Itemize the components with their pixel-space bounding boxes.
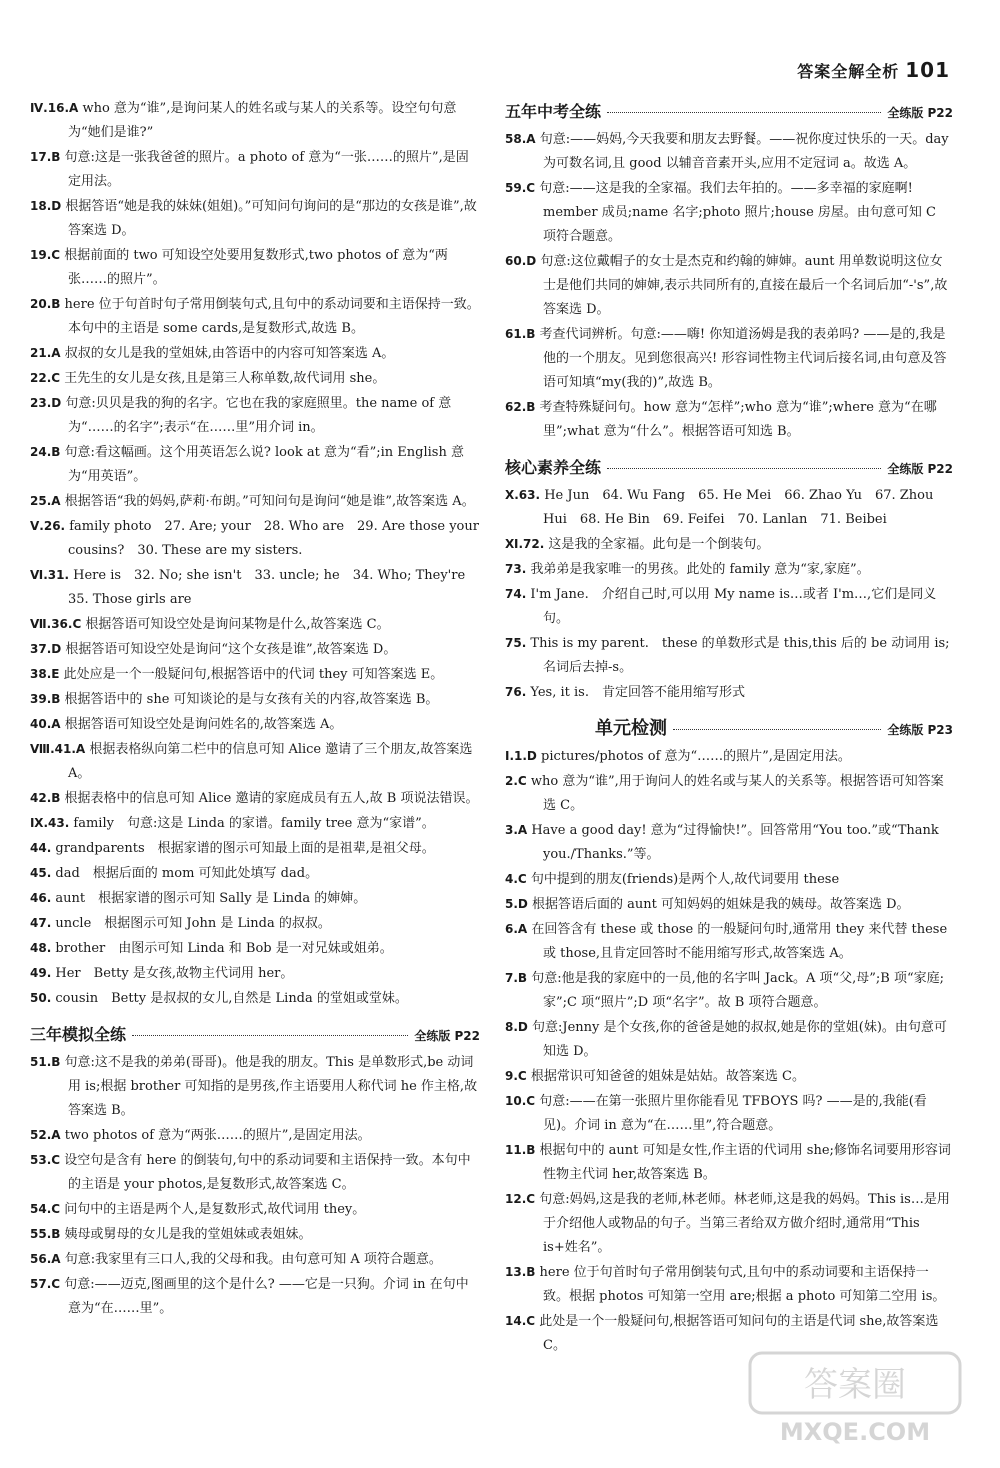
answer-list-five-year — [505, 127, 953, 444]
answer-label: 59.C — [505, 181, 536, 195]
answer-item — [505, 966, 953, 1015]
answer-label: Ⅸ.43. — [30, 816, 70, 830]
section-header-five-year — [505, 100, 953, 125]
answer-text: 句中提到的朋友(friends)是两个人,故代词要用 these — [530, 872, 840, 887]
section-header-core — [505, 456, 953, 481]
answer-item — [30, 145, 480, 194]
answer-label: 12.C — [505, 1192, 536, 1206]
answer-item — [505, 680, 953, 705]
answer-item — [505, 1187, 953, 1260]
watermark-logo — [740, 1348, 970, 1448]
answer-text: who 意为“谁”,用于询问人的姓名或与某人的关系等。根据答语可知答案选 C。 — [530, 774, 944, 813]
answer-label: Ⅷ.41.A — [30, 742, 86, 756]
answer-label: 55.B — [30, 1227, 61, 1241]
answer-item — [505, 483, 953, 532]
answer-label: 49. — [30, 966, 52, 980]
answer-item — [30, 1197, 480, 1222]
answer-text: 句意:贝贝是我的狗的名字。它也在我的家庭照里。the name of 意为“……的名字”;表示“在……里”用介词 in。 — [65, 396, 452, 435]
answer-label: 45. — [30, 866, 52, 880]
answer-label: 8.D — [505, 1020, 528, 1034]
answer-text: 根据常识可知爸爸的姐妹是姑姑。故答案选 C。 — [530, 1069, 805, 1084]
section-title: 单元检测 — [595, 718, 667, 739]
answer-text: uncle 根据图示可知 John 是 Linda 的叔叔。 — [55, 916, 331, 931]
answer-text: family 句意:这是 Linda 的家谱。family tree 意为“家谱”。 — [73, 816, 435, 831]
answer-text: 此处是一个一般疑问句,根据答语可知问句的主语是代词 she,故答案选 C。 — [539, 1314, 939, 1353]
answer-item — [505, 176, 953, 249]
answer-item — [30, 1272, 480, 1321]
answer-item — [30, 243, 480, 292]
answer-text: 句意:这是一张我爸爸的照片。a photo of 意为“一张……的照片”,是固定用法。 — [64, 150, 469, 189]
answer-label: 46. — [30, 891, 52, 905]
section-title: 五年中考全练 — [505, 102, 602, 121]
answer-text: 在回答含有 these 或 those 的一般疑问句时,通常用 they 来代替 these 或 those,且肯定回答时不能用缩写形式,故答案选 A。 — [531, 922, 948, 961]
answer-item — [30, 836, 480, 861]
answer-text: cousin Betty 是叔叔的女儿,自然是 Linda 的堂姐或堂妹。 — [55, 991, 408, 1006]
section-title: 三年模拟全练 — [30, 1025, 127, 1044]
dotted-leader — [132, 1035, 408, 1036]
answer-text: 根据答语后面的 aunt 可知妈妈的姐妹是我的姨母。故答案选 D。 — [532, 897, 910, 912]
answer-item — [505, 322, 953, 395]
answer-text: 句意:——迈克,图画里的这个是什么? ——它是一只狗。介词 in 在句中意为“在……里”。 — [64, 1277, 469, 1316]
answer-text: 句意:看这幅画。这个用英语怎么说? look at 意为“看”;in English 意为“用英语”。 — [64, 445, 464, 484]
answer-label: 53.C — [30, 1153, 61, 1167]
answer-item — [505, 917, 953, 966]
answer-item — [505, 127, 953, 176]
answer-item — [505, 867, 953, 892]
answer-label: 17.B — [30, 150, 61, 164]
watermark-glyph: 答案圈 — [804, 1365, 906, 1405]
answer-label: 25.A — [30, 494, 61, 508]
answer-text: here 位于句首时句子常用倒装句式,且句中的系动词要和主语保持一致。本句中的主语是 some cards,是复数形式,故选 B。 — [64, 297, 480, 336]
answer-label: 47. — [30, 916, 52, 930]
answer-item — [30, 911, 480, 936]
answer-label: 37.D — [30, 642, 62, 656]
answer-text: This is my parent. these 的单数形式是 this,this 后的 be 动词用 is;名词后去掉-s。 — [530, 636, 950, 675]
page-header — [797, 58, 950, 82]
answer-item — [30, 811, 480, 836]
section-ref: 全练版 P22 — [887, 106, 953, 120]
answer-label: 44. — [30, 841, 52, 855]
answer-item — [30, 391, 480, 440]
answer-label: 3.A — [505, 823, 528, 837]
answer-text: family photo 27. Are; your 28. Who are 29. Are those your cousins? 30. These are my sisters. — [68, 519, 479, 558]
answer-text: dad 根据后面的 mom 可知此处填写 dad。 — [55, 866, 319, 881]
answer-item — [30, 514, 480, 563]
answer-text: 句意:他是我的家庭中的一员,他的名字叫 Jack。A 项“父,母”;B 项“家庭;家”;C 项“照片”;D 项“名字”。故 B 项符合题意。 — [531, 971, 945, 1010]
answer-item — [30, 712, 480, 737]
answer-item — [30, 886, 480, 911]
answer-item — [30, 194, 480, 243]
answer-item — [30, 737, 480, 786]
answer-text: 根据句中的 aunt 可知是女性,作主语的代词用 she;修饰名词要用形容词性物主代词 her,故答案选 B。 — [539, 1143, 951, 1182]
dotted-leader — [673, 729, 881, 730]
answer-text: 根据答语“我的妈妈,萨莉·布朗。”可知问句是询问“她是谁”,故答案选 A。 — [64, 494, 475, 509]
answer-item — [30, 986, 480, 1011]
answer-text: Yes, it is. 肯定回答不能用缩写形式 — [530, 685, 745, 700]
answer-item — [505, 1138, 953, 1187]
answer-text: He Jun 64. Wu Fang 65. He Mei 66. Zhao Yu 67. Zhou Hui 68. He Bin 69. Feifei 70. Lanlan 71. Beibei — [543, 488, 934, 527]
answer-text: 句意:这不是我的弟弟(哥哥)。他是我的朋友。This 是单数形式,be 动词用 is;根据 brother 可知指的是男孩,作主语要用人称代词 he 作主格,故答案选 B。 — [64, 1055, 478, 1118]
answer-label: 11.B — [505, 1143, 536, 1157]
answer-item — [505, 1089, 953, 1138]
answer-item — [30, 341, 480, 366]
answer-text: 句意:——妈妈,今天我要和朋友去野餐。——祝你度过快乐的一天。day 为可数名词,且 good 以辅音音素开头,应用不定冠词 a。故选 A。 — [539, 132, 949, 171]
answer-item — [505, 557, 953, 582]
answer-item — [30, 1123, 480, 1148]
answer-label: 75. — [505, 636, 527, 650]
answer-item — [505, 249, 953, 322]
answer-label: 10.C — [505, 1094, 536, 1108]
answer-text: 根据表格中的信息可知 Alice 邀请的家庭成员有五人,故 B 项说法错误。 — [64, 791, 479, 806]
answer-label: 4.C — [505, 872, 527, 886]
answer-text: two photos of 意为“两张……的照片”,是固定用法。 — [64, 1128, 371, 1143]
answer-item — [30, 936, 480, 961]
answer-label: 23.D — [30, 396, 62, 410]
answer-item — [505, 582, 953, 631]
answer-label: Ⅰ.1.D — [505, 749, 537, 763]
answer-item — [30, 861, 480, 886]
answer-text: 根据答语“她是我的妹妹(姐姐)。”可知问句询问的是“那边的女孩是谁”,故答案选 D。 — [65, 199, 477, 238]
answer-text: 考查代词辨析。句意:——嗨! 你知道汤姆是我的表弟吗? ——是的,我是他的一个朋友。见到您很高兴! 形容词性物主代词后接名词,由句意及答语可知填“my(我的)”,故选 B。 — [539, 327, 947, 390]
answer-item — [30, 662, 480, 687]
answer-text: 句意:这位戴帽子的女士是杰克和约翰的婶婶。aunt 用单数说明这位女士是他们共同的婶婶,表示共同所有的,直接在最后一个名词后加“-'s”,故答案选 D。 — [540, 254, 948, 317]
answer-label: Ⅺ.72. — [505, 537, 545, 551]
answer-label: 48. — [30, 941, 52, 955]
answer-text: Have a good day! 意为“过得愉快!”。回答常用“You too.”或“Thank you./Thanks.”等。 — [531, 823, 939, 862]
dotted-leader — [607, 112, 881, 113]
answer-label: 7.B — [505, 971, 528, 985]
answer-item — [505, 1260, 953, 1309]
dotted-leader — [607, 468, 881, 469]
answer-text: 句意:Jenny 是个女孩,你的爸爸是她的叔叔,她是你的堂姐(妹)。由句意可知选 D。 — [532, 1020, 947, 1059]
answer-item — [30, 961, 480, 986]
answer-item — [505, 532, 953, 557]
answer-item — [30, 637, 480, 662]
answer-label: 9.C — [505, 1069, 527, 1083]
answer-label: 54.C — [30, 1202, 61, 1216]
answer-text: 这是我的全家福。此句是一个倒装句。 — [548, 537, 770, 552]
answer-text: I'm Jane. 介绍自己时,可以用 My name is…或者 I'm…,它们是同义句。 — [530, 587, 937, 626]
answer-label: 6.A — [505, 922, 528, 936]
section-header-unit-test — [505, 717, 953, 742]
page-number: 101 — [905, 58, 950, 82]
answer-label: 52.A — [30, 1128, 61, 1142]
answer-text: 此处应是一个一般疑问句,根据答语中的代词 they 可知答案选 E。 — [63, 667, 444, 682]
answer-item — [30, 563, 480, 612]
answer-label: 2.C — [505, 774, 527, 788]
answer-label: 57.C — [30, 1277, 61, 1291]
answer-label: 42.B — [30, 791, 61, 805]
answer-text: 我弟弟是我家唯一的男孩。此处的 family 意为“家,家庭”。 — [530, 562, 870, 577]
answer-text: grandparents 根据家谱的图示可知最上面的是祖辈,是祖父母。 — [55, 841, 435, 856]
watermark-text: MXQE.COM — [779, 1418, 931, 1446]
answer-text: 王先生的女儿是女孩,且是第三人称单数,故代词用 she。 — [64, 371, 386, 386]
answer-label: 61.B — [505, 327, 536, 341]
answer-text: 句意:妈妈,这是我的老师,林老师。林老师,这是我的妈妈。This is…是用于介绍他人或物品的句子。当第三者给双方做介绍时,通常用“This is+姓名”。 — [539, 1192, 950, 1255]
answer-item — [30, 687, 480, 712]
section-ref: 全练版 P23 — [887, 723, 953, 737]
answer-text: 考查特殊疑问句。how 意为“怎样”;who 意为“谁”;where 意为“在哪里”;what 意为“什么”。根据答语可知选 B。 — [539, 400, 937, 439]
answer-text: Her Betty 是女孩,故物主代词用 her。 — [55, 966, 294, 981]
answer-label: 73. — [505, 562, 527, 576]
answer-list-core — [505, 483, 953, 705]
answer-text: pictures/photos of 意为“……的照片”,是固定用法。 — [541, 749, 851, 764]
section-ref: 全练版 P22 — [887, 462, 953, 476]
answer-label: Ⅶ.36.C — [30, 617, 82, 631]
answer-label: 74. — [505, 587, 527, 601]
answer-label: 5.D — [505, 897, 528, 911]
answer-item — [30, 1148, 480, 1197]
answer-label: 56.A — [30, 1252, 61, 1266]
answer-label: 58.A — [505, 132, 536, 146]
right-column — [505, 96, 953, 1358]
answer-label: 76. — [505, 685, 527, 699]
answer-text: 句意:——在第一张照片里你能看见 TFBOYS 吗? ——是的,我能(看见)。介词 in 意为“在……里”,符合题意。 — [539, 1094, 927, 1133]
header-title: 答案全解全析 — [797, 62, 900, 81]
answer-label: Ⅳ.16.A — [30, 101, 79, 115]
answer-item — [30, 1050, 480, 1123]
answer-text: aunt 根据家谱的图示可知 Sally 是 Linda 的婶婶。 — [55, 891, 367, 906]
answer-text: Here is 32. No; she isn't 33. uncle; he 34. Who; They're 35. Those girls are — [68, 568, 479, 607]
answer-label: 62.B — [505, 400, 536, 414]
answer-text: 设空句是含有 here 的倒装句,句中的系动词要和主语保持一致。本句中的主语是 your photos,是复数形式,故答案选 C。 — [64, 1153, 471, 1192]
answer-text: 根据表格纵向第二栏中的信息可知 Alice 邀请了三个朋友,故答案选 A。 — [68, 742, 473, 781]
answer-label: 13.B — [505, 1265, 536, 1279]
answer-item — [30, 366, 480, 391]
section-ref: 全练版 P22 — [414, 1029, 480, 1043]
answer-label: 14.C — [505, 1314, 536, 1328]
answer-label: 40.A — [30, 717, 61, 731]
answer-label: 39.B — [30, 692, 61, 706]
answer-label: 51.B — [30, 1055, 61, 1069]
answer-item — [505, 1015, 953, 1064]
answer-text: here 位于句首时句子常用倒装句式,且句中的系动词要和主语保持一致。根据 photos 可知第一空用 are;根据 a photo 可知第二空用 is。 — [539, 1265, 946, 1304]
answer-item — [505, 892, 953, 917]
answer-item — [30, 1222, 480, 1247]
answer-item — [30, 612, 480, 637]
section-title: 核心素养全练 — [505, 458, 602, 477]
answer-text: 句意:——这是我的全家福。我们去年拍的。——多幸福的家庭啊! member 成员;name 名字;photo 照片;house 房屋。由句意可知 C 项符合题意。 — [539, 181, 936, 244]
answer-item — [505, 818, 953, 867]
answer-label: 21.A — [30, 346, 61, 360]
answer-label: Ⅹ.63. — [505, 488, 541, 502]
answer-label: 22.C — [30, 371, 61, 385]
answer-item — [30, 786, 480, 811]
answer-text: 根据答语可知设空处是询问姓名的,故答案选 A。 — [64, 717, 343, 732]
answer-text: 根据答语可知设空处是询问某物是什么,故答案选 C。 — [85, 617, 390, 632]
answer-item — [30, 1247, 480, 1272]
answer-text: 句意:我家里有三口人,我的父母和我。由句意可知 A 项符合题意。 — [64, 1252, 442, 1267]
answer-item — [505, 1064, 953, 1089]
answer-item — [505, 395, 953, 444]
answer-list-unit-test-a — [30, 96, 480, 1011]
answer-text: 根据前面的 two 可知设空处要用复数形式,two photos of 意为“两张……的照片”。 — [64, 248, 448, 287]
answer-item — [30, 440, 480, 489]
answer-item — [505, 744, 953, 769]
answer-label: 38.E — [30, 667, 60, 681]
answer-list-three-year — [30, 1050, 480, 1321]
answer-label: Ⅵ.31. — [30, 568, 70, 582]
answer-item — [30, 96, 480, 145]
answer-label: 18.D — [30, 199, 62, 213]
answer-label: 24.B — [30, 445, 61, 459]
answer-item — [30, 292, 480, 341]
left-column — [30, 96, 480, 1321]
answer-label: 19.C — [30, 248, 61, 262]
section-header-three-year — [30, 1023, 480, 1048]
answer-item — [505, 769, 953, 818]
answer-text: 根据答语中的 she 可知谈论的是与女孩有关的内容,故答案选 B。 — [64, 692, 439, 707]
answer-item — [505, 631, 953, 680]
answer-list-unit-test-b — [505, 744, 953, 1358]
answer-label: Ⅴ.26. — [30, 519, 66, 533]
answer-text: who 意为“谁”,是询问某人的姓名或与某人的关系等。设空句句意为“她们是谁?” — [68, 101, 457, 140]
answer-text: 叔叔的女儿是我的堂姐妹,由答语中的内容可知答案选 A。 — [64, 346, 395, 361]
answer-label: 20.B — [30, 297, 61, 311]
answer-text: brother 由图示可知 Linda 和 Bob 是一对兄妹或姐弟。 — [55, 941, 393, 956]
answer-label: 50. — [30, 991, 52, 1005]
answer-label: 60.D — [505, 254, 537, 268]
answer-text: 姨母或舅母的女儿是我的堂姐妹或表姐妹。 — [64, 1227, 312, 1242]
answer-item — [30, 489, 480, 514]
answer-text: 根据答语可知设空处是询问“这个女孩是谁”,故答案选 D。 — [65, 642, 397, 657]
answer-text: 问句中的主语是两个人,是复数形式,故代词用 they。 — [64, 1202, 366, 1217]
